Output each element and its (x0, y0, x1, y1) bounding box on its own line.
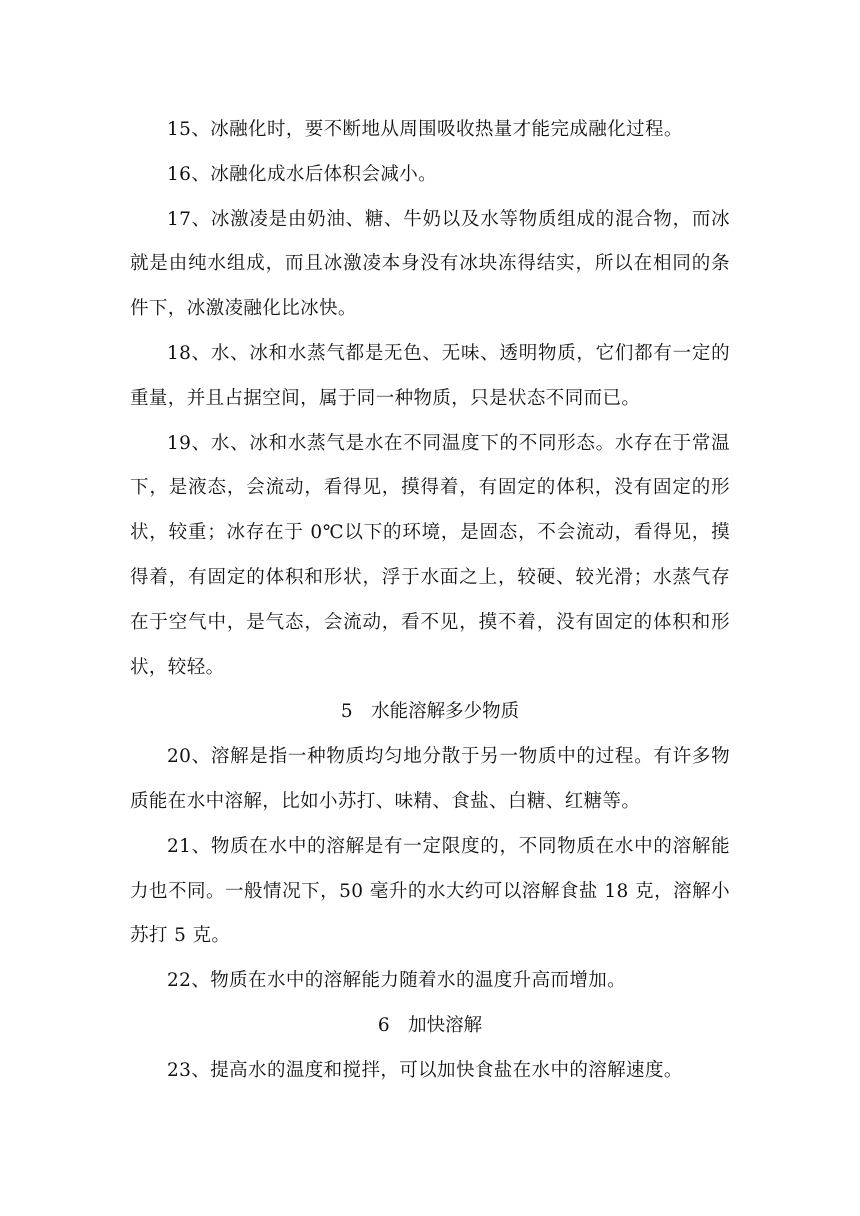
paragraph-20: 20、溶解是指一种物质均匀地分散于另一物质中的过程。有许多物质能在水中溶解，比如小苏打、味精、食盐、白糖、红糖等。 (130, 746, 730, 812)
paragraph-18: 18、水、冰和水蒸气都是无色、无味、透明物质，它们都有一定的重量，并且占据空间，属于同一种物质，只是状态不同而已。 (130, 342, 730, 409)
document-page (130, 108, 730, 1094)
paragraph-22: 22、物质在水中的溶解能力随着水的温度升高而增加。 (167, 970, 627, 992)
section-heading-5: 5 水能溶解多少物质 (340, 701, 520, 723)
section-heading-6: 6 加快溶解 (377, 1014, 483, 1036)
paragraph-17: 17、冰激凌是由奶油、糖、牛奶以及水等物质组成的混合物，而冰就是由纯水组成，而且冰激凌本身没有冰块冻得结实，所以在相同的条件下，冰激凌融化比冰快。 (130, 208, 730, 320)
paragraph-19: 19、水、冰和水蒸气是水在不同温度下的不同形态。水存在于常温下，是液态，会流动，看得见，摸得着，有固定的体积，没有固定的形状，较重；冰存在于 0℃以下的环境，是固态，不会流动，看得见，摸得着，有固定的体积和形状，浮于水面之上，较硬、较光滑；水蒸气存在于空气中，是气态，会流动，看不见，摸不着，没有固定的体积和形状，较轻。 (130, 432, 730, 678)
paragraph-21: 21、物质在水中的溶解是有一定限度的，不同物质在水中的溶解能力也不同。一般情况下，50 毫升的水大约可以溶解食盐 18 克，溶解小苏打 5 克。 (130, 835, 730, 947)
paragraph-15: 15、冰融化时，要不断地从周围吸收热量才能完成融化过程。 (167, 119, 683, 140)
paragraph-16: 16、冰融化成水后体积会减小。 (167, 163, 438, 185)
paragraph-23: 23、提高水的温度和搅拌，可以加快食盐在水中的溶解速度。 (167, 1059, 683, 1081)
